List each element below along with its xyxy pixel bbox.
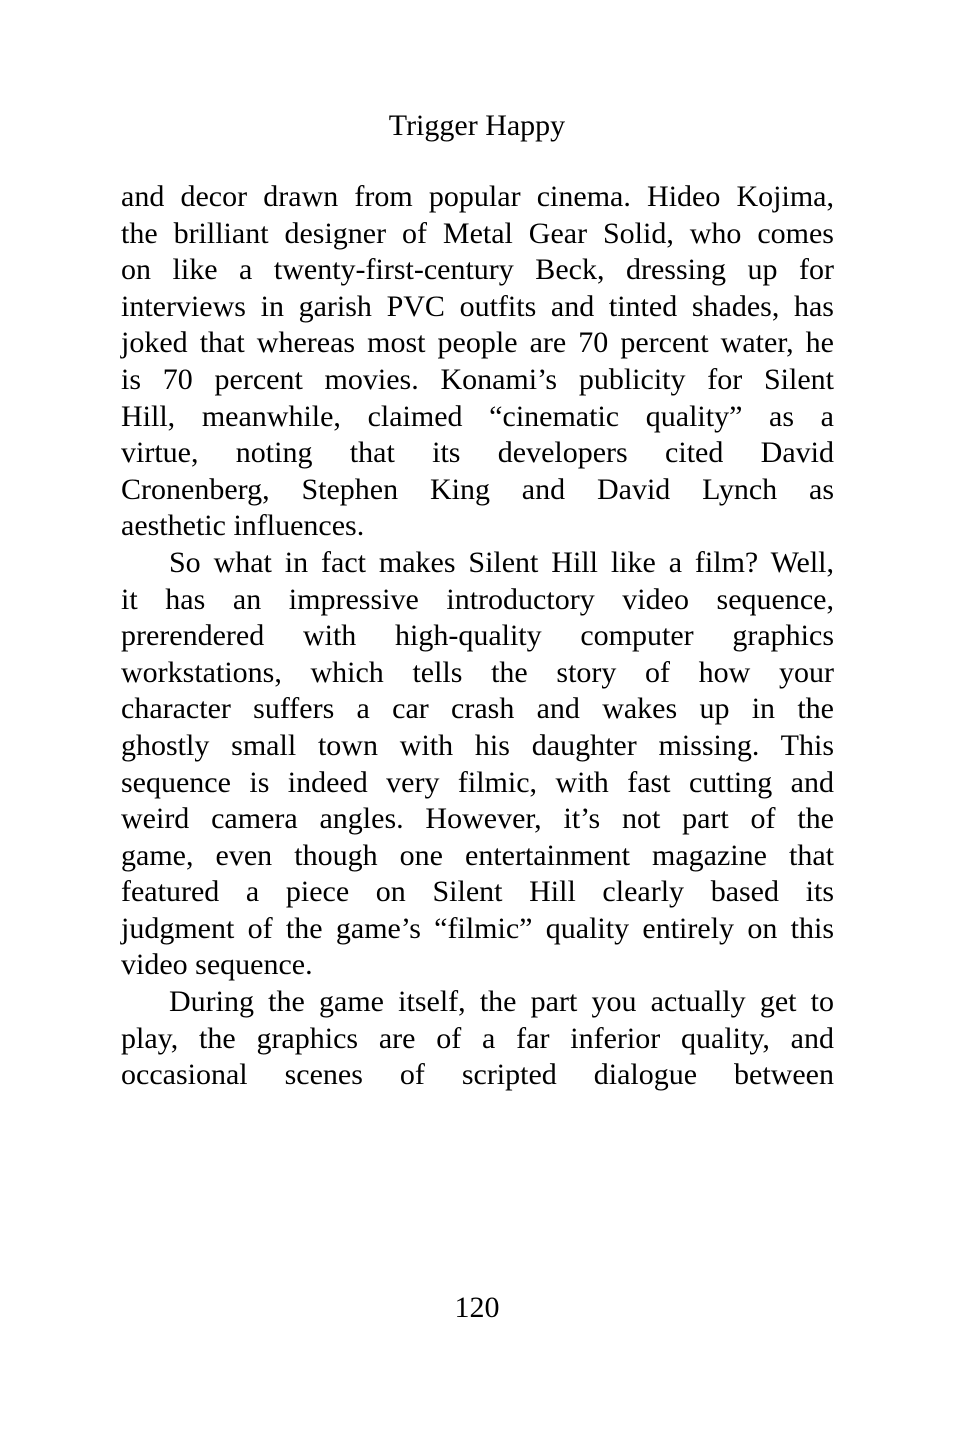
- text-line: is 70 percent movies. Konami’s publicity for Silent: [121, 362, 834, 396]
- text-line: character suffers a car crash and wakes up in the: [121, 692, 834, 726]
- text-line: Cronenberg, Stephen King and David Lynch as: [121, 472, 834, 506]
- text-line: So what in fact makes Silent Hill like a film? Well,: [169, 545, 834, 579]
- body-text: [121, 179, 834, 1094]
- text-line: virtue, noting that its developers cited David: [121, 436, 834, 470]
- text-line: Hill, meanwhile, claimed “cinematic quality” as a: [121, 399, 834, 433]
- text-line: on like a twenty-first-century Beck, dressing up for: [121, 253, 834, 287]
- text-line: video sequence.: [121, 948, 313, 982]
- text-line: it has an impressive introductory video sequence,: [121, 582, 834, 616]
- text-line: judgment of the game’s “filmic” quality entirely on this: [121, 911, 834, 945]
- text-line: featured a piece on Silent Hill clearly based its: [121, 875, 834, 909]
- page-number: 120: [454, 1291, 500, 1324]
- text-line: prerendered with high-quality computer graphics: [121, 619, 834, 653]
- text-line: occasional scenes of scripted dialogue between: [121, 1058, 834, 1092]
- text-line: the brilliant designer of Metal Gear Solid, who comes: [121, 216, 834, 250]
- text-line: interviews in garish PVC outfits and tinted shades, has: [121, 289, 834, 323]
- text-line: sequence is indeed very filmic, with fast cutting and: [121, 765, 834, 799]
- text-line: joked that whereas most people are 70 percent water, he: [121, 326, 834, 360]
- text-line: weird camera angles. However, it’s not part of the: [121, 802, 834, 836]
- text-line: aesthetic influences.: [121, 509, 365, 543]
- text-line: and decor drawn from popular cinema. Hideo Kojima,: [121, 180, 834, 213]
- running-head: Trigger Happy: [388, 109, 566, 142]
- text-line: game, even though one entertainment magazine that: [121, 838, 834, 872]
- text-line: During the game itself, the part you actually get to: [169, 985, 834, 1019]
- text-line: play, the graphics are of a far inferior quality, and: [121, 1021, 834, 1055]
- text-line: workstations, which tells the story of how your: [121, 655, 834, 689]
- text-line: ghostly small town with his daughter missing. This: [121, 728, 834, 762]
